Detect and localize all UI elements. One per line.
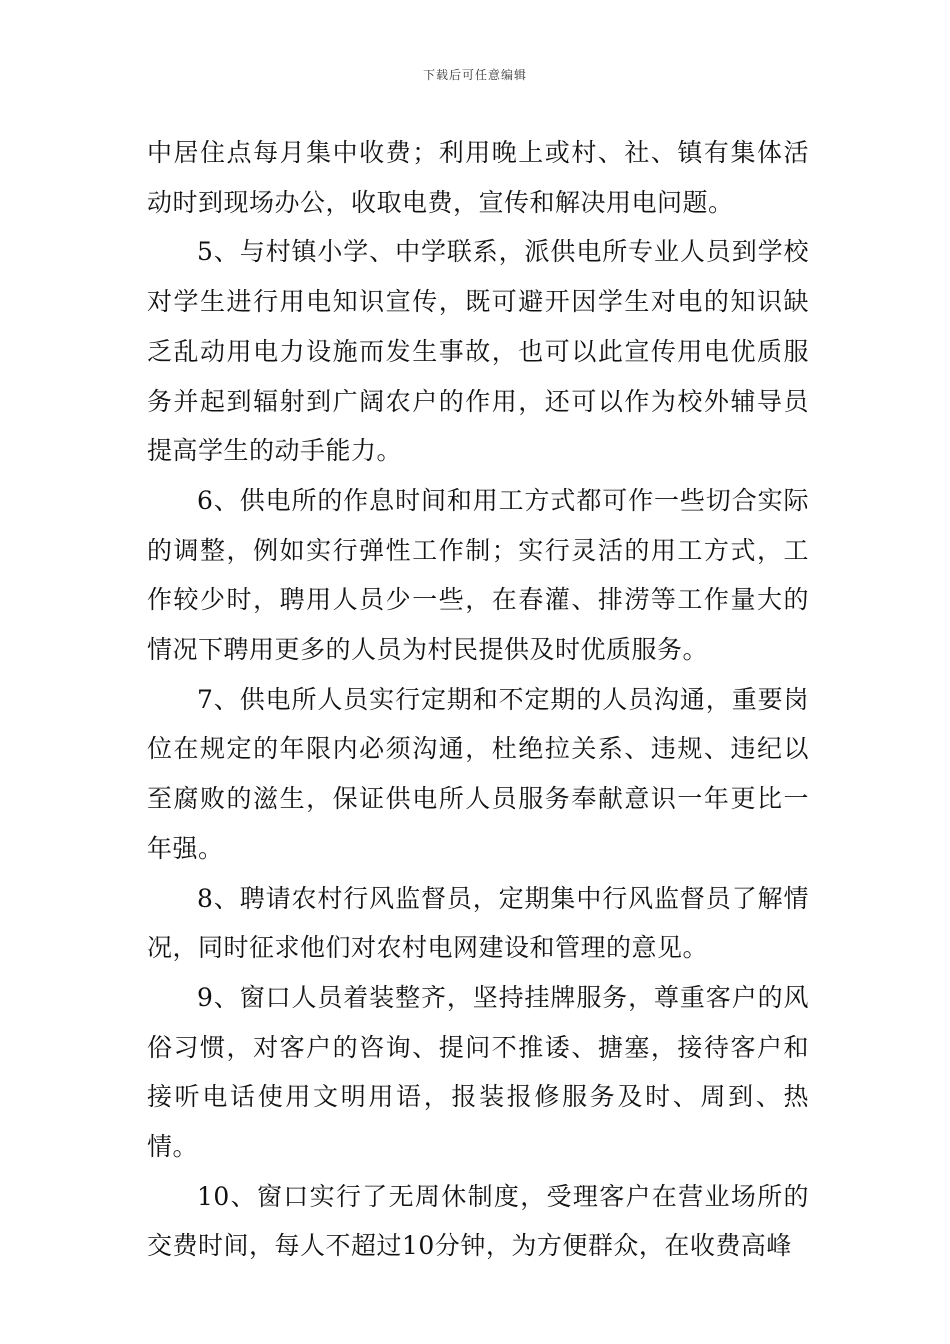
paragraph-continuation: 中居住点每月集中收费；利用晚上或村、社、镇有集体活动时到现场办公，收取电费，宣传和解决用电问题。 (147, 138, 809, 217)
page-header-note: 下载后可任意编辑 (422, 68, 527, 82)
paragraph-item-7: 7、供电所人员实行定期和不定期的人员沟通，重要岗位在规定的年限内必须沟通，杜绝拉关系、违规、违纪以至腐败的滋生，保证供电所人员服务奉献意识一年更比一年强。 (147, 684, 809, 863)
paragraph-item-5: 5、与村镇小学、中学联系，派供电所专业人员到学校对学生进行用电知识宣传，既可避开因学生对电的知识缺乏乱动用电力设施而发生事故，也可以此宣传用电优质服务并起到辐射到广阔农户的作用，还可以作为校外辅导员提高学生的动手能力。 (147, 237, 809, 466)
document-body (147, 128, 809, 1271)
paragraph-item-8: 8、聘请农村行风监督员，定期集中行风监督员了解情况，同时征求他们对农村电网建设和管理的意见。 (147, 883, 809, 963)
paragraph-item-10: 10、窗口实行了无周休制度，受理客户在营业场所的交费时间，每人不超过10分钟，为方便群众，在收费高峰 (147, 1181, 809, 1261)
paragraph-item-9: 9、窗口人员着装整齐，坚持挂牌服务，尊重客户的风俗习惯，对客户的咨询、提问不推诿、搪塞，接待客户和接听电话使用文明用语，报装报修服务及时、周到、热情。 (147, 982, 809, 1162)
paragraph-item-6: 6、供电所的作息时间和用工方式都可作一些切合实际的调整，例如实行弹性工作制；实行灵活的用工方式，工作较少时，聘用人员少一些，在春灌、排涝等工作量大的情况下聘用更多的人员为村民提供及时优质服务。 (147, 485, 809, 665)
